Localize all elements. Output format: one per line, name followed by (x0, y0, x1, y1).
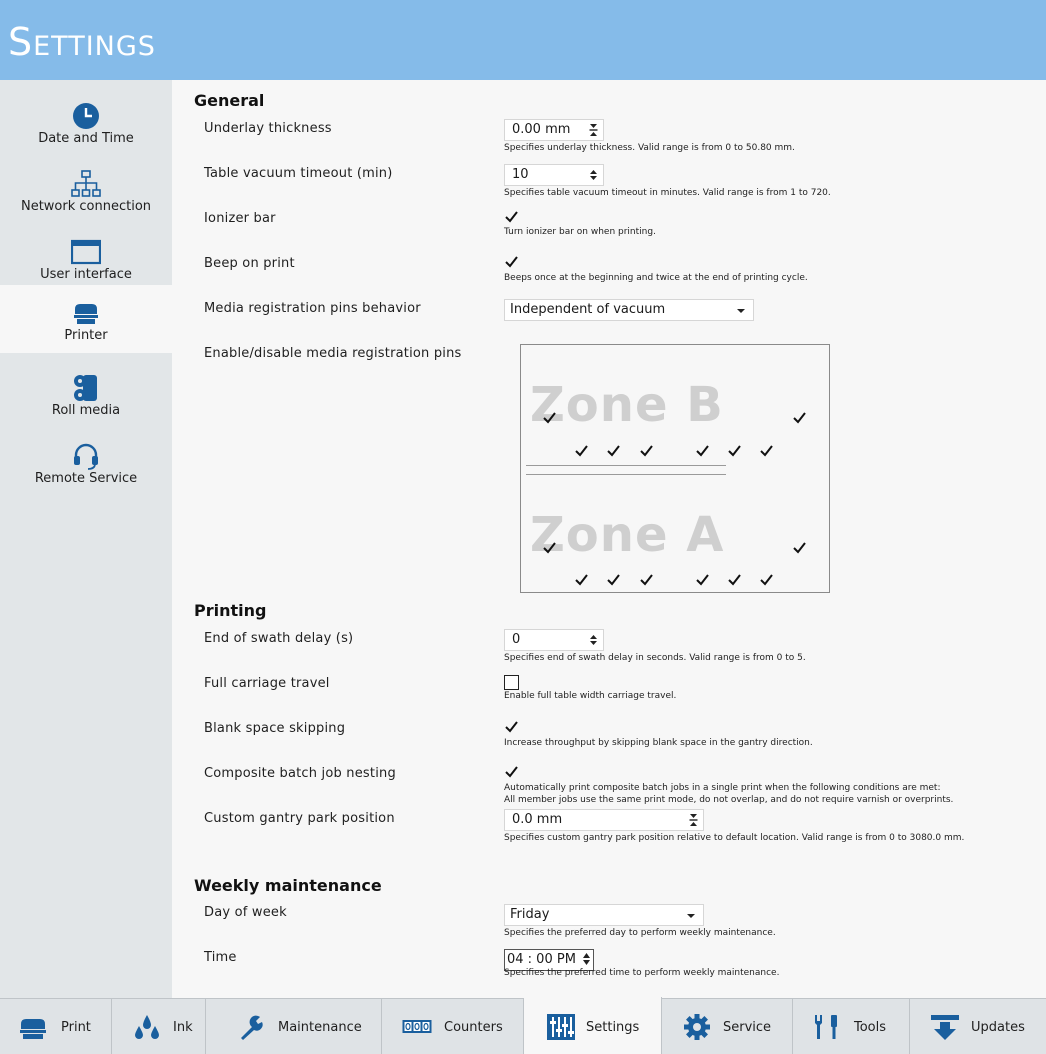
composite-hint-2: All member jobs use the same print mode, do not overlap, and do not require varnish or overprints. (504, 795, 954, 805)
tab-settings[interactable] (524, 997, 662, 1054)
beep-label: Beep on print (204, 256, 295, 271)
ionizer-hint: Turn ionizer bar on when printing. (504, 227, 656, 237)
tab-print[interactable] (0, 999, 112, 1054)
ionizer-label: Ionizer bar (204, 211, 276, 226)
spin-arrows-icon[interactable] (589, 123, 598, 137)
settings-panel (172, 80, 1046, 998)
app-header (0, 0, 1046, 80)
tab-maintenance[interactable] (206, 999, 382, 1054)
sliders-icon (546, 1013, 576, 1041)
swath-label: End of swath delay (s) (204, 631, 354, 646)
day-label: Day of week (204, 905, 287, 920)
tools-icon (813, 1013, 843, 1041)
wrench-icon (237, 1013, 267, 1041)
section-title-printing: Printing (194, 601, 267, 620)
pins-enable-label: Enable/disable media registration pins (204, 346, 462, 361)
pin-checkbox[interactable] (542, 410, 557, 425)
sidebar-item-remote-service[interactable] (0, 428, 172, 496)
window-icon (71, 237, 101, 267)
park-label: Custom gantry park position (204, 811, 395, 826)
blank-label: Blank space skipping (204, 721, 346, 736)
vacuum-value: 10 (512, 167, 529, 182)
pin-checkbox[interactable] (792, 410, 807, 425)
spin-arrows-icon[interactable] (582, 952, 591, 966)
beep-hint: Beeps once at the beginning and twice at the end of printing cycle. (504, 273, 808, 283)
beep-checkbox[interactable] (504, 254, 519, 269)
pin-checkbox[interactable] (574, 572, 589, 587)
tab-counters[interactable] (382, 999, 524, 1054)
sidebar-item-label: User interface (40, 267, 132, 282)
ink-drops-icon (132, 1013, 162, 1041)
pins-behavior-select[interactable] (504, 299, 754, 321)
underlay-value: 0.00 mm (512, 122, 571, 137)
tab-label: Print (61, 1020, 91, 1035)
tab-label: Counters (444, 1020, 503, 1035)
pin-checkbox[interactable] (695, 443, 710, 458)
network-icon (71, 169, 101, 199)
tab-label: Updates (971, 1020, 1025, 1035)
headset-icon (71, 441, 101, 471)
sidebar-item-label: Remote Service (34, 471, 138, 486)
time-hint: Specifies the preferred time to perform weekly maintenance. (504, 968, 780, 978)
tab-tools[interactable] (793, 999, 910, 1054)
zone-a-label: Zone A (530, 507, 725, 563)
clock-icon (71, 101, 101, 131)
sidebar-item-label: Roll media (51, 403, 121, 418)
pin-checkbox[interactable] (759, 572, 774, 587)
ionizer-checkbox[interactable] (504, 209, 519, 224)
tab-label: Maintenance (278, 1020, 362, 1035)
carriage-checkbox[interactable] (504, 675, 519, 690)
sidebar-item-user-interface[interactable] (0, 224, 172, 292)
tab-label: Ink (173, 1020, 193, 1035)
section-title-weekly: Weekly maintenance (194, 876, 382, 895)
tab-updates[interactable] (910, 999, 1046, 1054)
sidebar-item-roll-media[interactable] (0, 360, 172, 428)
vacuum-hint: Specifies table vacuum timeout in minutes. Valid range is from 1 to 720. (504, 188, 831, 198)
section-title-general: General (194, 91, 265, 110)
carriage-label: Full carriage travel (204, 676, 330, 691)
pin-checkbox[interactable] (759, 443, 774, 458)
counter-icon (402, 1013, 432, 1041)
pin-checkbox[interactable] (639, 443, 654, 458)
pins-behavior-label: Media registration pins behavior (204, 301, 421, 316)
day-value: Friday (510, 907, 550, 922)
blank-space-checkbox[interactable] (504, 719, 519, 734)
pin-checkbox[interactable] (542, 540, 557, 555)
tab-label: Tools (854, 1020, 887, 1035)
park-value: 0.0 mm (512, 812, 563, 827)
tab-label: Service (723, 1020, 772, 1035)
zone-divider (526, 465, 726, 466)
page-title: Settings (8, 20, 156, 64)
download-icon (930, 1013, 960, 1041)
sidebar-item-date-time[interactable] (0, 88, 172, 156)
park-hint: Specifies custom gantry park position relative to default location. Valid range is from 0 to 3080.0 mm. (504, 833, 965, 843)
pin-checkbox[interactable] (727, 443, 742, 458)
composite-hint-1: Automatically print composite batch jobs in a single print when the following conditions are met: (504, 783, 941, 793)
settings-sidebar (0, 80, 172, 998)
spin-arrows-icon[interactable] (589, 168, 598, 182)
pin-checkbox[interactable] (727, 572, 742, 587)
tab-label: Settings (586, 1020, 640, 1035)
time-value: 04 : 00 PM (507, 952, 576, 967)
time-label: Time (204, 950, 237, 965)
printer-icon (71, 297, 101, 327)
spin-arrows-icon[interactable] (589, 633, 598, 647)
composite-label: Composite batch job nesting (204, 766, 396, 781)
bottom-tab-bar (0, 998, 1046, 1054)
spin-arrows-icon[interactable] (689, 813, 698, 827)
pin-checkbox[interactable] (792, 540, 807, 555)
tab-ink[interactable] (112, 999, 206, 1054)
blank-hint: Increase throughput by skipping blank space in the gantry direction. (504, 738, 813, 748)
swath-delay-input[interactable] (504, 629, 604, 651)
sidebar-item-printer[interactable] (0, 285, 172, 353)
pin-checkbox[interactable] (574, 443, 589, 458)
carriage-hint: Enable full table width carriage travel. (504, 691, 677, 701)
tab-service[interactable] (662, 999, 793, 1054)
gear-icon (682, 1013, 712, 1041)
registration-pins-panel (520, 344, 830, 593)
day-of-week-select[interactable] (504, 904, 704, 926)
underlay-thickness-input[interactable] (504, 119, 604, 141)
zone-divider (526, 474, 726, 475)
swath-value: 0 (512, 632, 521, 647)
underlay-hint: Specifies underlay thickness. Valid range is from 0 to 50.80 mm. (504, 143, 795, 153)
pin-checkbox[interactable] (606, 572, 621, 587)
chevron-down-icon (687, 914, 695, 918)
chevron-down-icon (737, 309, 745, 313)
pin-checkbox[interactable] (695, 572, 710, 587)
pin-checkbox[interactable] (606, 443, 621, 458)
zone-b-label: Zone B (530, 377, 724, 433)
sidebar-item-label: Date and Time (38, 131, 134, 146)
sidebar-item-label: Printer (64, 328, 108, 343)
sidebar-item-label: Network connection (20, 199, 152, 214)
park-position-input[interactable] (504, 809, 704, 831)
underlay-label: Underlay thickness (204, 121, 332, 136)
sidebar-item-network[interactable] (0, 156, 172, 224)
pins-behavior-value: Independent of vacuum (510, 302, 666, 317)
vacuum-label: Table vacuum timeout (min) (204, 166, 393, 181)
roll-media-icon (71, 373, 101, 403)
pin-checkbox[interactable] (639, 572, 654, 587)
vacuum-timeout-input[interactable] (504, 164, 604, 186)
day-hint: Specifies the preferred day to perform weekly maintenance. (504, 928, 776, 938)
swath-hint: Specifies end of swath delay in seconds. Valid range is from 0 to 5. (504, 653, 806, 663)
composite-checkbox[interactable] (504, 764, 519, 779)
printer-icon (18, 1013, 48, 1041)
